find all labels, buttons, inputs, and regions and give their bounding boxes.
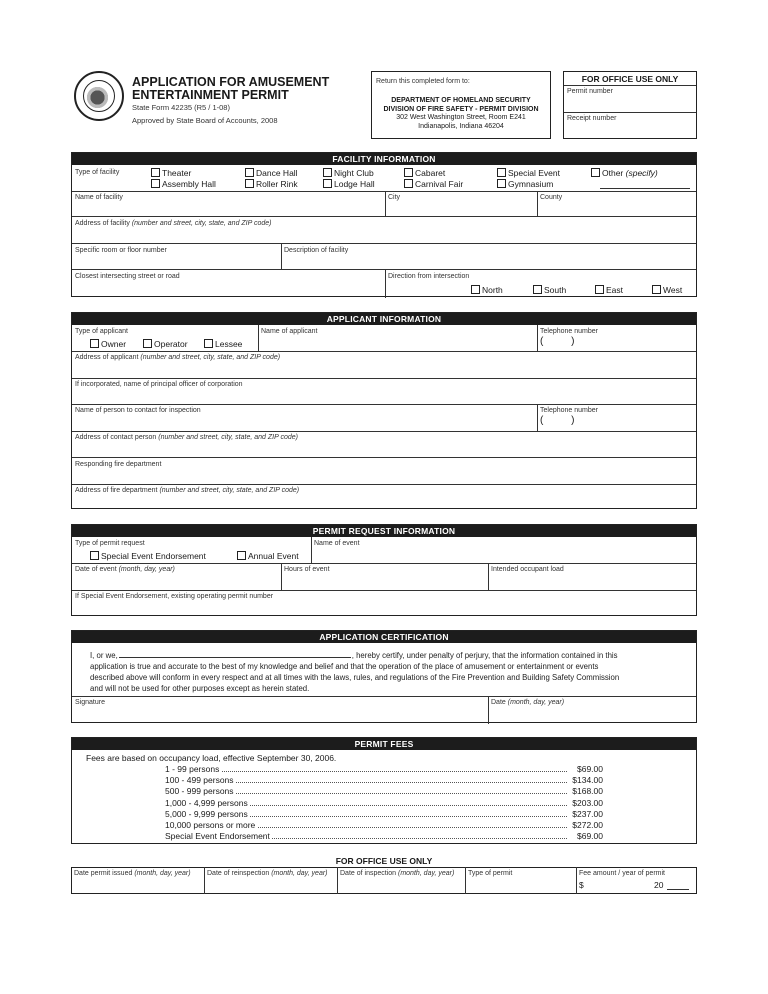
fee-row — [165, 798, 603, 809]
facility-city-label: City — [388, 194, 401, 201]
fee-row — [165, 809, 603, 820]
office-use-title-bottom: FOR OFFICE USE ONLY — [335, 856, 433, 866]
cert-line-1: I, or we, , hereby certify, under penalty of perjury, that the information contained in this — [90, 651, 618, 660]
facility-type-label: Type of facility — [75, 169, 120, 176]
facility-type-other[interactable]: Other (specify) — [591, 168, 658, 179]
permit-type-label: Type of permit request — [75, 540, 145, 547]
fee-amount: $69.00 — [577, 764, 603, 774]
facility-title: FACILITY INFORMATION — [72, 153, 696, 165]
facility-description-label: Description of facility — [284, 247, 349, 254]
facility-type-gymnasium[interactable]: Gymnasium — [497, 179, 553, 190]
permit-request-title: PERMIT REQUEST INFORMATION — [72, 525, 696, 537]
permit-type-annual-event[interactable]: Annual Event — [237, 551, 299, 562]
fee-range: 10,000 persons or more — [165, 820, 256, 830]
fee-amount: $237.00 — [572, 808, 603, 819]
approved-text: Approved by State Board of Accounts, 2008 — [132, 116, 278, 125]
applicant-phone-input[interactable]: ( ) — [540, 336, 575, 347]
dept-line-1: DEPARTMENT OF HOMELAND SECURITY — [391, 97, 531, 104]
type-of-permit-label: Type of permit — [468, 870, 513, 877]
permit-fees-title: PERMIT FEES — [72, 738, 696, 750]
dept-line-2: DIVISION OF FIRE SAFETY - PERMIT DIVISION — [383, 105, 539, 113]
event-hours-label: Hours of event — [284, 566, 330, 573]
facility-type-special-event[interactable]: Special Event — [497, 168, 560, 179]
state-seal — [74, 71, 124, 121]
applicant-type-lessee[interactable]: Lessee — [204, 339, 242, 350]
fee-dollar-sign: $ — [579, 880, 584, 890]
fee-range: 1 - 99 persons — [165, 764, 220, 774]
event-name-label: Name of event — [314, 540, 360, 547]
cert-line-4: and will not be used for other purposes except as herein stated. — [90, 684, 310, 693]
fees-intro: Fees are based on occupancy load, effective September 30, 2006. — [86, 753, 337, 763]
fee-row — [165, 786, 603, 797]
contact-phone-label: Telephone number — [540, 407, 598, 414]
applicant-phone-label: Telephone number — [540, 328, 598, 335]
contact-person-label: Name of person to contact for inspection — [75, 407, 201, 414]
fee-amount-label: Fee amount / year of permit — [579, 870, 665, 877]
facility-county-label: County — [540, 194, 563, 201]
applicant-address-label: Address of applicant (number and street, city, state, and ZIP code) — [75, 354, 281, 361]
fee-row — [165, 831, 603, 842]
applicant-name-label: Name of applicant — [261, 328, 318, 335]
occupant-load-label: Intended occupant load — [491, 566, 564, 573]
contact-address-label: Address of contact person (number and street, city, state, and ZIP code) — [75, 434, 298, 441]
cert-line-2: application is true and accurate to the best of my knowledge and belief and that the operation of the place of amusement or entertainment or events — [90, 662, 599, 671]
fee-range: 5,000 - 9,999 persons — [165, 808, 248, 819]
certification-section — [71, 630, 697, 723]
office-use-box-top — [563, 71, 697, 139]
date-issued-label: Date permit issued (month, day, year) — [74, 870, 191, 877]
fee-row — [165, 764, 603, 775]
office-use-title-top: FOR OFFICE USE ONLY — [581, 74, 679, 84]
fee-year-blank[interactable] — [667, 889, 689, 890]
fire-department-label: Responding fire department — [75, 461, 162, 468]
date-inspection-label: Date of inspection (month, day, year) — [340, 870, 455, 877]
fee-range: 1,000 - 4,999 persons — [165, 797, 248, 808]
date-reinspection-label: Date of reinspection (month, day, year) — [207, 870, 328, 877]
return-label: Return this completed form to: — [376, 78, 470, 85]
fire-department-address-label: Address of fire department (number and street, city, state, and ZIP code) — [75, 487, 300, 494]
form-title — [132, 76, 329, 102]
applicant-type-operator[interactable]: Operator — [143, 339, 188, 350]
permit-request-section — [71, 524, 697, 616]
event-date-label: Date of event (month, day, year) — [75, 566, 175, 573]
certify-name-blank[interactable] — [119, 650, 351, 658]
cert-line-3: described above will conform in every respect and at all times with the laws, rules, and regulations of the Fire Prevention and Building Safety Commission — [90, 673, 620, 682]
fee-row — [165, 775, 603, 786]
title-line-1: APPLICATION FOR AMUSEMENT — [132, 75, 330, 89]
fee-amount: $272.00 — [572, 820, 603, 830]
applicant-section — [71, 312, 697, 509]
applicant-type-owner[interactable]: Owner — [90, 339, 126, 350]
fee-range: Special Event Endorsement — [165, 831, 270, 842]
fee-amount: $134.00 — [572, 775, 603, 786]
direction-east[interactable]: East — [595, 285, 623, 296]
dept-line-4: Indianapolis, Indiana 46204 — [418, 122, 504, 130]
direction-west[interactable]: West — [652, 285, 682, 296]
office-use-section-bottom — [71, 855, 697, 894]
fee-year-prefix: 20 — [654, 880, 664, 890]
direction-label: Direction from intersection — [388, 273, 470, 280]
form-number: State Form 42235 (R5 / 1-08) — [132, 103, 230, 112]
fee-amount: $168.00 — [572, 786, 603, 797]
facility-type-roller-rink[interactable]: Roller Rink — [245, 179, 298, 190]
facility-type-carnival-fair[interactable]: Carnival Fair — [404, 179, 463, 190]
principal-officer-label: If incorporated, name of principal officer of corporation — [75, 381, 243, 388]
permit-number-label: Permit number — [567, 88, 613, 95]
fee-range: 500 - 999 persons — [165, 786, 234, 797]
applicant-title: APPLICANT INFORMATION — [72, 313, 696, 325]
other-specify-line[interactable] — [600, 188, 690, 189]
applicant-type-label: Type of applicant — [75, 328, 128, 335]
facility-type-dance-hall[interactable]: Dance Hall — [245, 168, 298, 179]
existing-permit-label: If Special Event Endorsement, existing operating permit number — [75, 593, 274, 600]
intersecting-street-label: Closest intersecting street or road — [75, 273, 180, 280]
receipt-number-label: Receipt number — [567, 115, 617, 122]
cert-date-label: Date (month, day, year) — [491, 699, 565, 706]
facility-address-label: Address of facility (number and street, city, state, and ZIP code) — [75, 220, 272, 227]
signature-label: Signature — [75, 699, 105, 706]
direction-south[interactable]: South — [533, 285, 566, 296]
permit-type-special-event[interactable]: Special Event Endorsement — [90, 551, 206, 562]
facility-type-lodge-hall[interactable]: Lodge Hall — [323, 179, 375, 190]
facility-type-cabaret[interactable]: Cabaret — [404, 168, 445, 179]
facility-type-assembly-hall[interactable]: Assembly Hall — [151, 179, 216, 190]
return-address-box — [371, 71, 551, 139]
fee-range: 100 - 499 persons — [165, 775, 234, 786]
facility-type-theater[interactable]: Theater — [151, 168, 191, 179]
facility-section — [71, 152, 697, 297]
fee-amount: $203.00 — [572, 797, 603, 808]
dept-line-3: 302 West Washington Street, Room E241 — [396, 114, 526, 121]
certification-title: APPLICATION CERTIFICATION — [72, 631, 696, 643]
facility-name-label: Name of facility — [75, 194, 123, 201]
fee-row — [165, 820, 603, 831]
facility-room-label: Specific room or floor number — [75, 247, 167, 254]
direction-north[interactable]: North — [471, 285, 503, 296]
title-line-2: ENTERTAINMENT PERMIT — [132, 88, 289, 102]
facility-type-night-club[interactable]: Night Club — [323, 168, 374, 179]
contact-phone-input[interactable]: ( ) — [540, 415, 575, 426]
fee-amount: $69.00 — [577, 831, 603, 842]
